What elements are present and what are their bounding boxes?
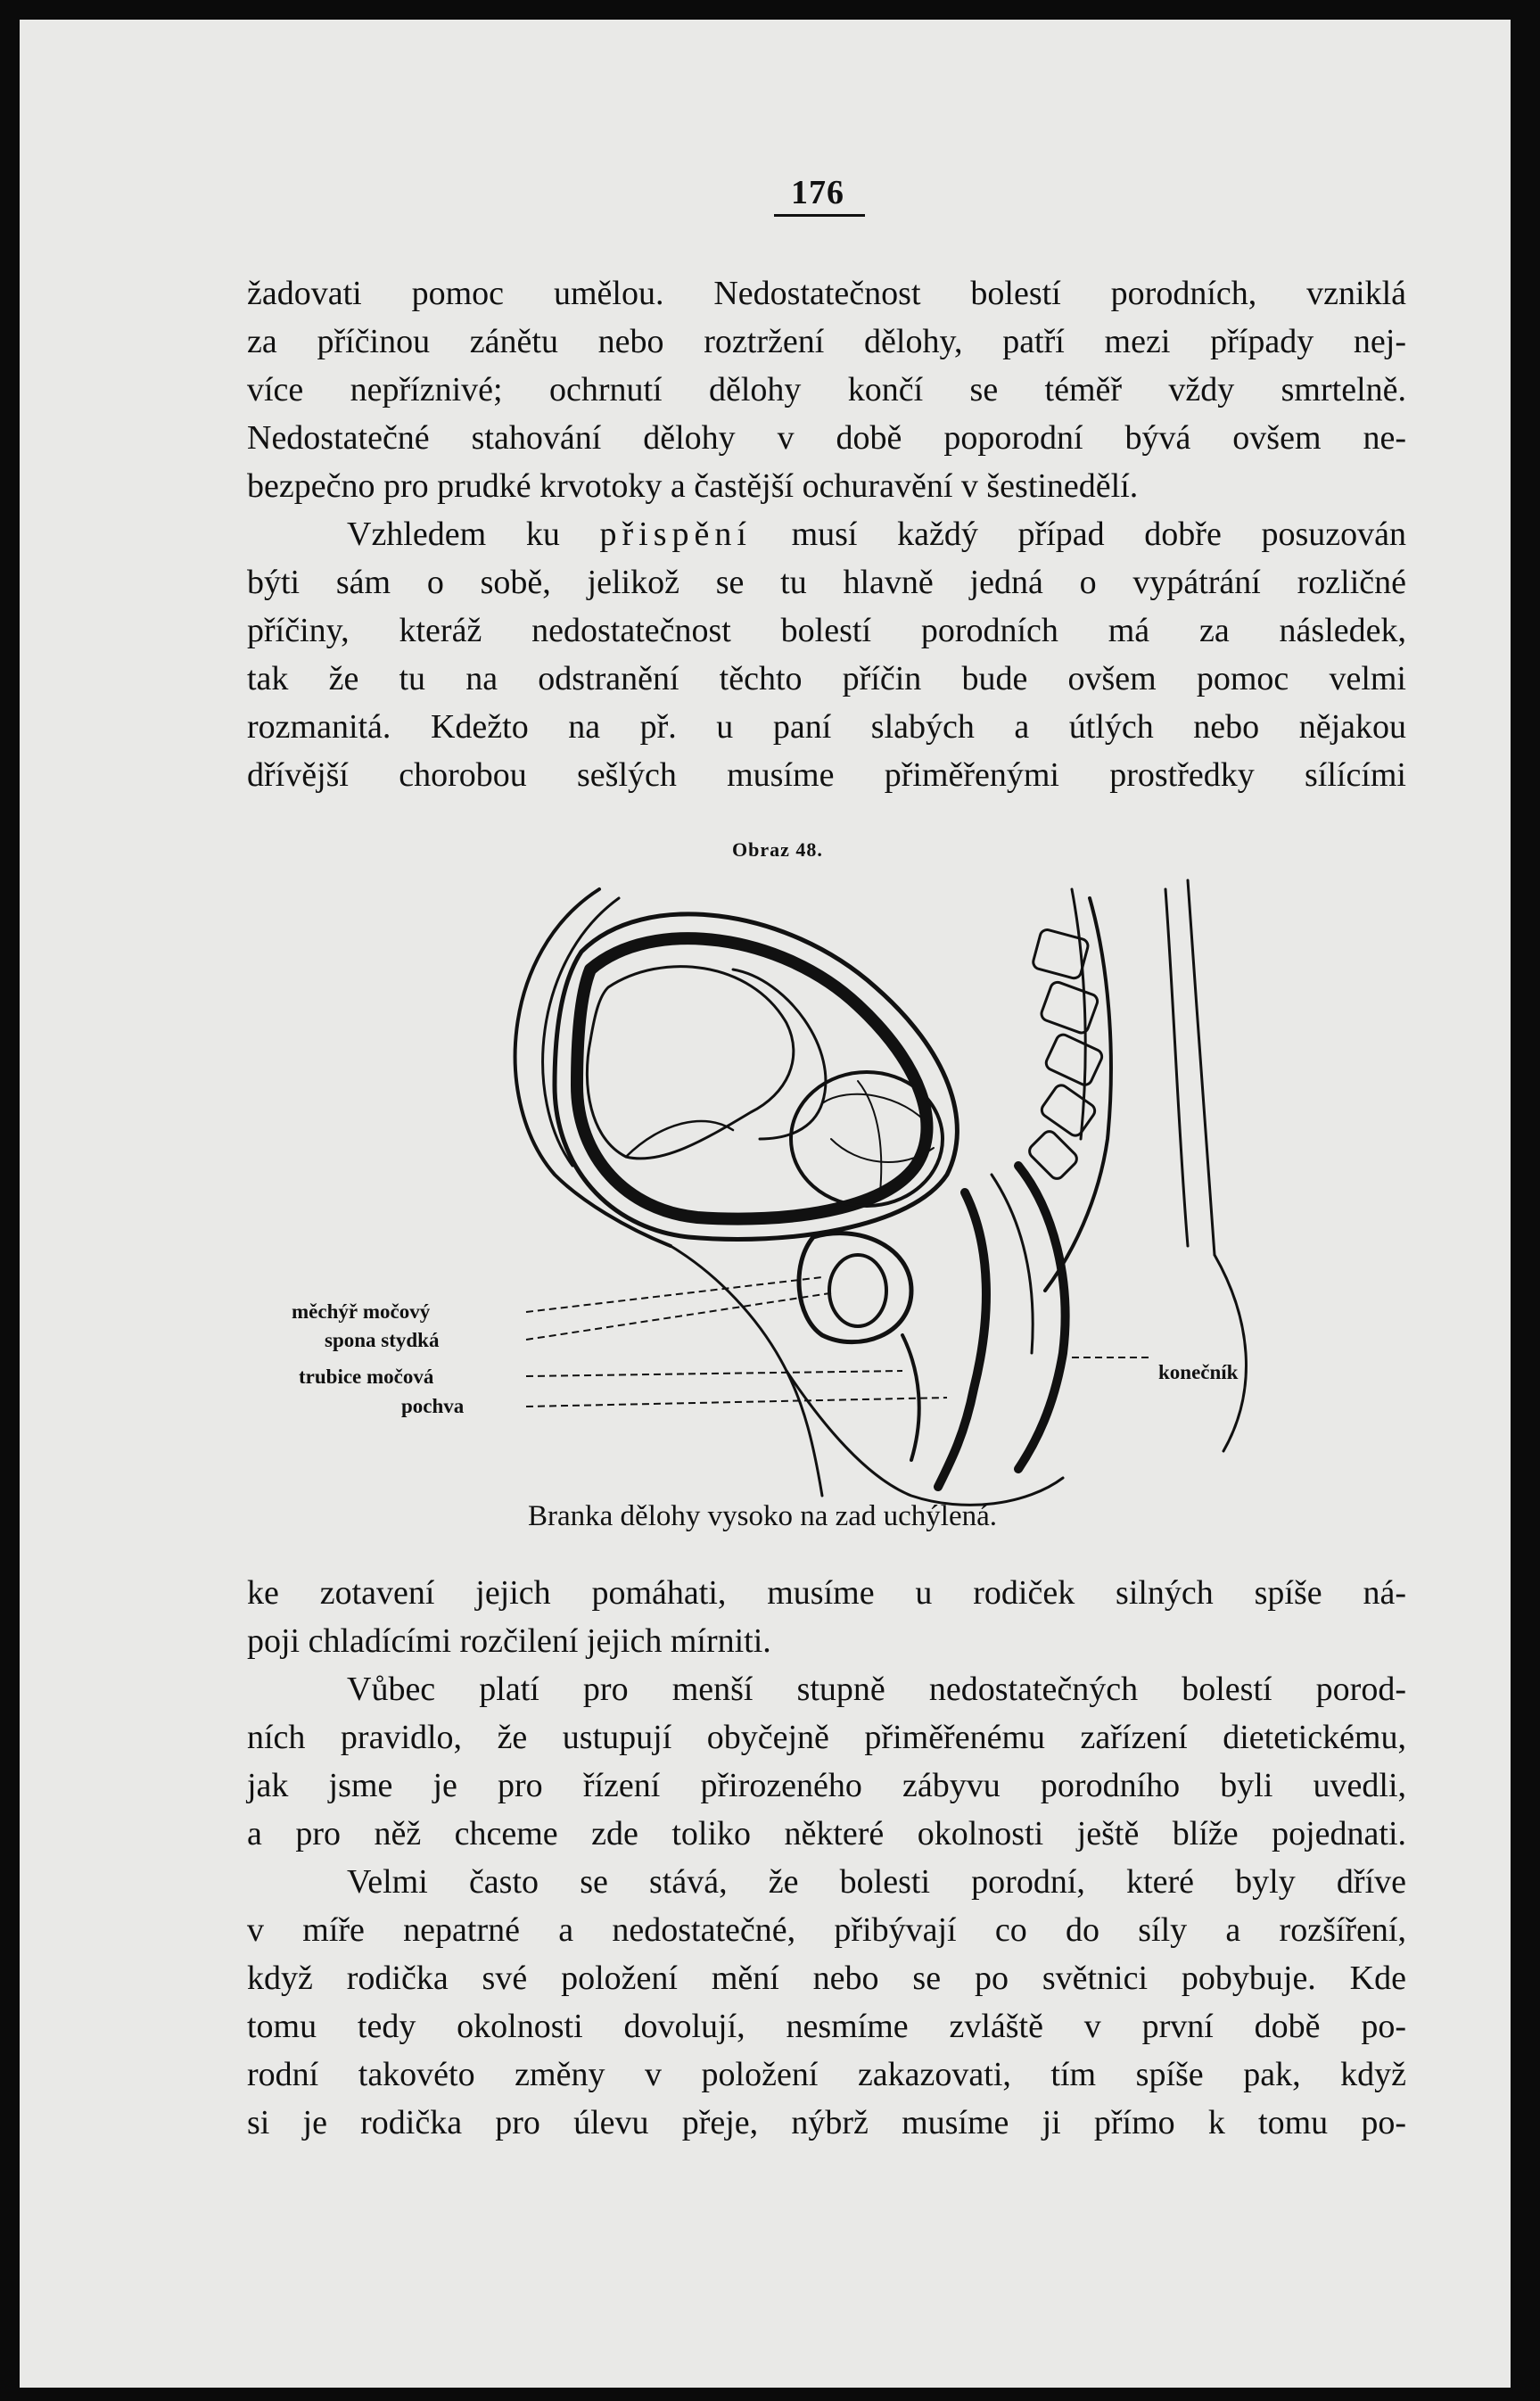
figure-caption: Branka dělohy vysoko na zad uchýlená. <box>528 1500 998 1532</box>
text-line: bezpečno pro prudké krvotoky a častější ochuravění v šestinedělí. <box>247 467 1139 505</box>
anatomical-illustration <box>287 871 1357 1549</box>
text-line: jak jsme je pro řízení přirozeného zábyvu porodního byli uvedli, <box>247 1767 1406 1804</box>
text-line: za příčinou zánětu nebo roztržení dělohy, patří mezi případy nej- <box>247 323 1406 360</box>
text-bottom <box>247 1569 1406 2147</box>
label-bladder: měchýř močový <box>292 1300 431 1323</box>
text-line: Nedostatečné stahování dělohy v době poporodní bývá ovšem ne- <box>247 419 1406 457</box>
label-urethra: trubice močová <box>299 1366 434 1388</box>
figure-title: Obraz 48. <box>732 838 823 861</box>
text-line: býti sám o sobě, jelikož se tu hlavně jedná o vypátrání rozličné <box>247 564 1406 601</box>
text-line <box>247 510 1406 558</box>
text-line: ních pravidlo, že ustupují obyčejně přiměřenému zařízení dietetickému, <box>247 1719 1406 1756</box>
page-number: 176 <box>791 174 844 211</box>
text-line: rodní takovéto změny v položení zakazovati, tím spíše pak, když <box>247 2056 1406 2093</box>
text-line: si je rodička pro úlevu přeje, nýbrž musíme ji přímo k tomu po- <box>247 2104 1406 2141</box>
text-line: v míře nepatrné a nedostatečné, přibývají co do síly a rozšíření, <box>247 1911 1406 1949</box>
book-page <box>20 20 1511 2388</box>
text-line: poji chladícími rozčilení jejich mírniti. <box>247 1622 771 1660</box>
text-line: žadovati pomoc umělou. Nedostatečnost bolestí porodních, vzniklá <box>247 275 1406 312</box>
text-line: ke zotavení jejich pomáhati, musíme u rodiček silných spíše ná- <box>247 1574 1406 1612</box>
text-line: a pro něž chceme zde toliko některé okolnosti ještě blíže pojednati. <box>247 1815 1406 1852</box>
text-line: Velmi často se stává, že bolesti porodní, které byly dříve <box>347 1863 1406 1901</box>
text-line: více nepříznivé; ochrnutí dělohy končí se téměř vždy smrtelně. <box>247 371 1406 408</box>
text-line: Vůbec platí pro menší stupně nedostatečných bolestí porod- <box>347 1671 1406 1708</box>
page-number-underline <box>774 214 865 217</box>
text-run: Vzhledem ku <box>347 516 600 553</box>
text-line: tomu tedy okolnosti dovolují, nesmíme zvláště v první době po- <box>247 2008 1406 2045</box>
label-rectum: konečník <box>1158 1361 1239 1383</box>
text-line: tak že tu na odstranění těchto příčin bude ovšem pomoc velmi <box>247 660 1406 697</box>
text-top <box>247 269 1406 799</box>
text-line: příčiny, kteráž nedostatečnost bolestí porodních má za následek, <box>247 612 1406 649</box>
text-line: když rodička své položení mění nebo se po světnici pobybuje. Kde <box>247 1960 1406 1997</box>
text-line: dřívější chorobou sešlých musíme přiměřenými prostředky sílícími <box>247 756 1406 794</box>
label-symphysis: spona stydká <box>325 1329 440 1351</box>
label-vagina: pochva <box>401 1395 465 1417</box>
text-line: rozmanitá. Kdežto na př. u paní slabých a útlých nebo nějakou <box>247 708 1406 746</box>
text-run: musí každý případ dobře posuzován <box>751 516 1406 553</box>
spaced-emphasis: přispění <box>599 516 752 553</box>
